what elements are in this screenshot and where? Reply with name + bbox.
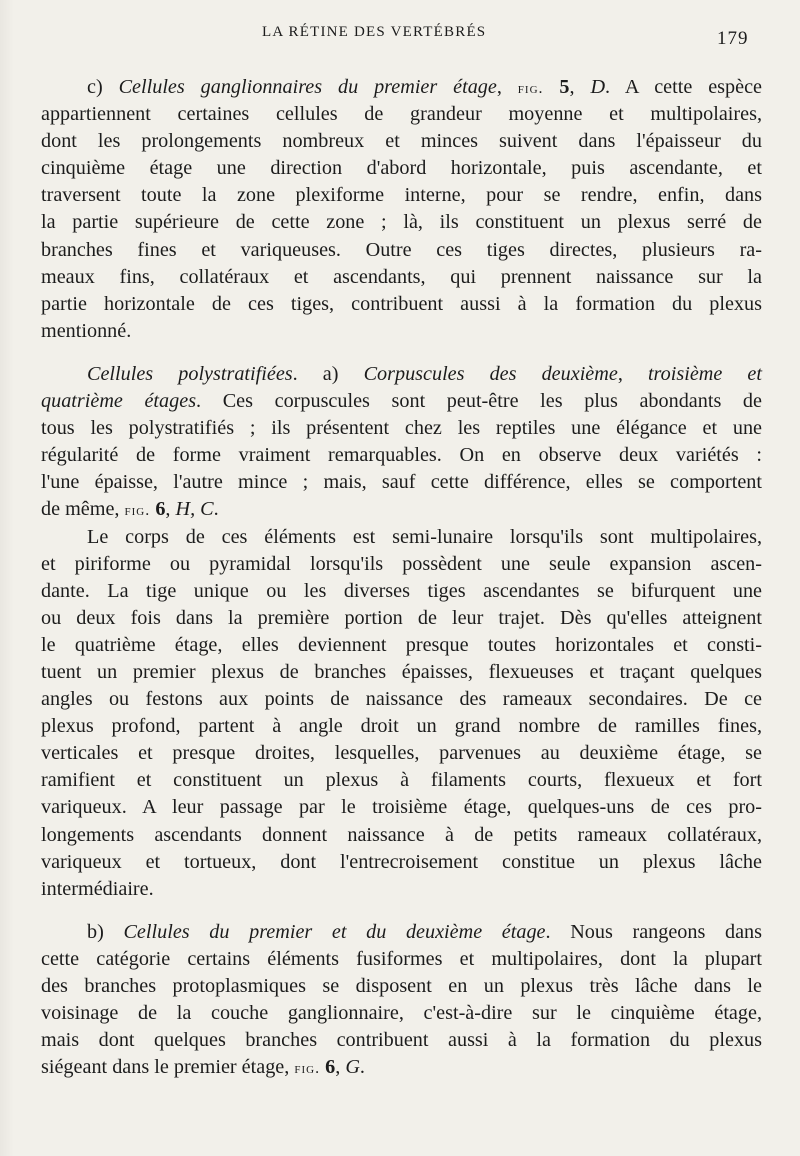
text-line: meaux fins, collatéraux et ascendants, qui prennent naissance sur la	[41, 265, 762, 288]
text-line: longements ascendants donnent naissance à de petits rameaux collatéraux,	[41, 823, 762, 846]
text-line: appartiennent certaines cellules de grandeur moyenne et multipolaires,	[41, 103, 762, 126]
text-fragment: ,	[335, 1056, 346, 1079]
figure-label: fig.	[294, 1060, 321, 1078]
text-line: tuent un premier plexus de branches épaisses, flexueuses et traçant quelques	[41, 660, 762, 683]
text-fragment: siégeant dans le premier étage,	[41, 1056, 295, 1079]
text-line: verticales et presque droites, lesquelles, parvenues au deuxième étage, se	[41, 742, 762, 765]
page-number: 179	[717, 28, 749, 49]
text-line: ramifient et constituent un plexus à filaments courts, flexueux et fort	[41, 769, 762, 792]
paragraph-cell-body	[41, 524, 762, 903]
text-line: le quatrième étage, elles deviennent presque toutes horizontales et consti-	[41, 633, 762, 656]
text-fragment: . Nous rangeons dans	[545, 920, 762, 943]
figure-letter: G	[345, 1056, 360, 1079]
running-head	[0, 24, 800, 48]
text-line: dont les prolongements nombreux et minces suivent dans l'épaisseur du	[41, 130, 762, 153]
text-fragment: ,	[569, 76, 591, 98]
running-title: LA RÉTINE DES VERTÉBRÉS	[262, 24, 487, 40]
text-line: tous les polystratifiés ; ils présentent chez les reptiles une élégance et une	[41, 417, 762, 440]
text-line	[41, 361, 762, 388]
body-text	[41, 74, 762, 1081]
text-fragment: c)	[87, 76, 119, 98]
text-line: Le corps de ces éléments est semi-lunaire lorsqu'ils sont multipolaires,	[87, 525, 762, 548]
figure-letter: D	[590, 76, 606, 98]
text-fragment: . A cette espèce	[605, 76, 762, 98]
paragraph-ganglion-cells	[41, 74, 762, 345]
text-line: cette catégorie certains éléments fusiformes et multipolaires, dont la plupart	[41, 947, 762, 970]
figure-label: fig.	[124, 502, 151, 520]
text-fragment: . Ces corpuscules sont peut-être les plus abondants de	[196, 390, 762, 413]
section-heading: Cellules ganglionnaires du premier étage	[118, 76, 497, 98]
text-fragment: b)	[87, 920, 124, 943]
text-fragment: de même,	[41, 498, 125, 521]
text-line	[41, 388, 762, 415]
text-fragment: . a)	[292, 362, 364, 385]
subsection-heading: Corpuscules des deuxième	[363, 362, 618, 385]
text-line: régularité de forme vraiment remarquables. On en observe deux variétés :	[41, 444, 762, 467]
text-line: plexus profond, partent à angle droit un grand nombre de ramilles fines,	[41, 715, 762, 738]
text-line: l'une épaisse, l'autre mince ; mais, sauf cette différence, elles se comportent	[41, 471, 762, 494]
text-line: branches fines et variqueuses. Outre ces tiges directes, plusieurs ra-	[41, 238, 762, 261]
text-fragment: ,	[165, 498, 176, 521]
text-line: variqueux. A leur passage par le troisième étage, quelques-uns de ces pro-	[41, 796, 762, 819]
text-line: partie horizontale de ces tiges, contribuent aussi à la formation du plexus	[41, 292, 762, 315]
figure-number: 6	[320, 1056, 336, 1079]
text-line: intermédiaire.	[41, 877, 154, 900]
text-line: la partie supérieure de cette zone ; là, ils constituent un plexus serré de	[41, 211, 762, 234]
subsection-heading: quatrième étages	[41, 390, 197, 413]
paragraph-gap	[41, 903, 762, 919]
text-line: variqueux et tortueux, dont l'entrecroisement constitue un plexus lâche	[41, 850, 762, 873]
text-line: mais dont quelques branches contribuent aussi à la formation du plexus	[41, 1029, 762, 1052]
text-line: ou deux fois dans la première portion de leur trajet. Dès qu'elles atteignent	[41, 606, 762, 629]
text-line: voisinage de la couche ganglionnaire, c'est-à-dire sur le cinquième étage,	[41, 1002, 762, 1025]
text-line: cinquième étage une direction d'abord horizontale, puis ascendante, et	[41, 157, 762, 180]
paragraph-first-second-stage-cells	[41, 919, 762, 1082]
text-line: angles ou festons aux points de naissance des rameaux secondaires. De ce	[41, 688, 762, 711]
text-line	[41, 1054, 762, 1081]
text-fragment: ,	[496, 76, 518, 98]
text-line: traversent toute la zone plexiforme interne, pour se rendre, enfin, dans	[41, 184, 762, 207]
figure-number: 6	[150, 498, 166, 521]
text-line	[41, 74, 762, 101]
text-line	[41, 496, 762, 523]
text-line: et piriforme ou pyramidal lorsqu'ils possèdent une seule expansion ascen-	[41, 552, 762, 575]
text-fragment: .	[359, 1056, 365, 1079]
figure-number: 5	[543, 76, 570, 98]
text-line: des branches protoplasmiques se disposent en un plexus très lâche dans le	[41, 975, 762, 997]
text-fragment: ,	[617, 362, 648, 385]
figure-label: fig.	[517, 80, 544, 97]
text-line: mentionné.	[41, 319, 132, 342]
text-fragment: .	[213, 498, 219, 521]
paragraph-gap	[41, 345, 762, 361]
section-heading: Cellules du premier et du deuxième étage	[123, 920, 546, 943]
text-line: dante. La tige unique ou les diverses tiges ascendantes se bifurquent une	[41, 579, 762, 602]
paragraph-polystratified-cells	[41, 361, 762, 524]
subsection-heading: troisième et	[647, 362, 762, 385]
figure-letter: H, C	[175, 498, 214, 521]
text-line	[41, 919, 762, 946]
section-heading: Cellules polystratifiées	[87, 362, 293, 385]
